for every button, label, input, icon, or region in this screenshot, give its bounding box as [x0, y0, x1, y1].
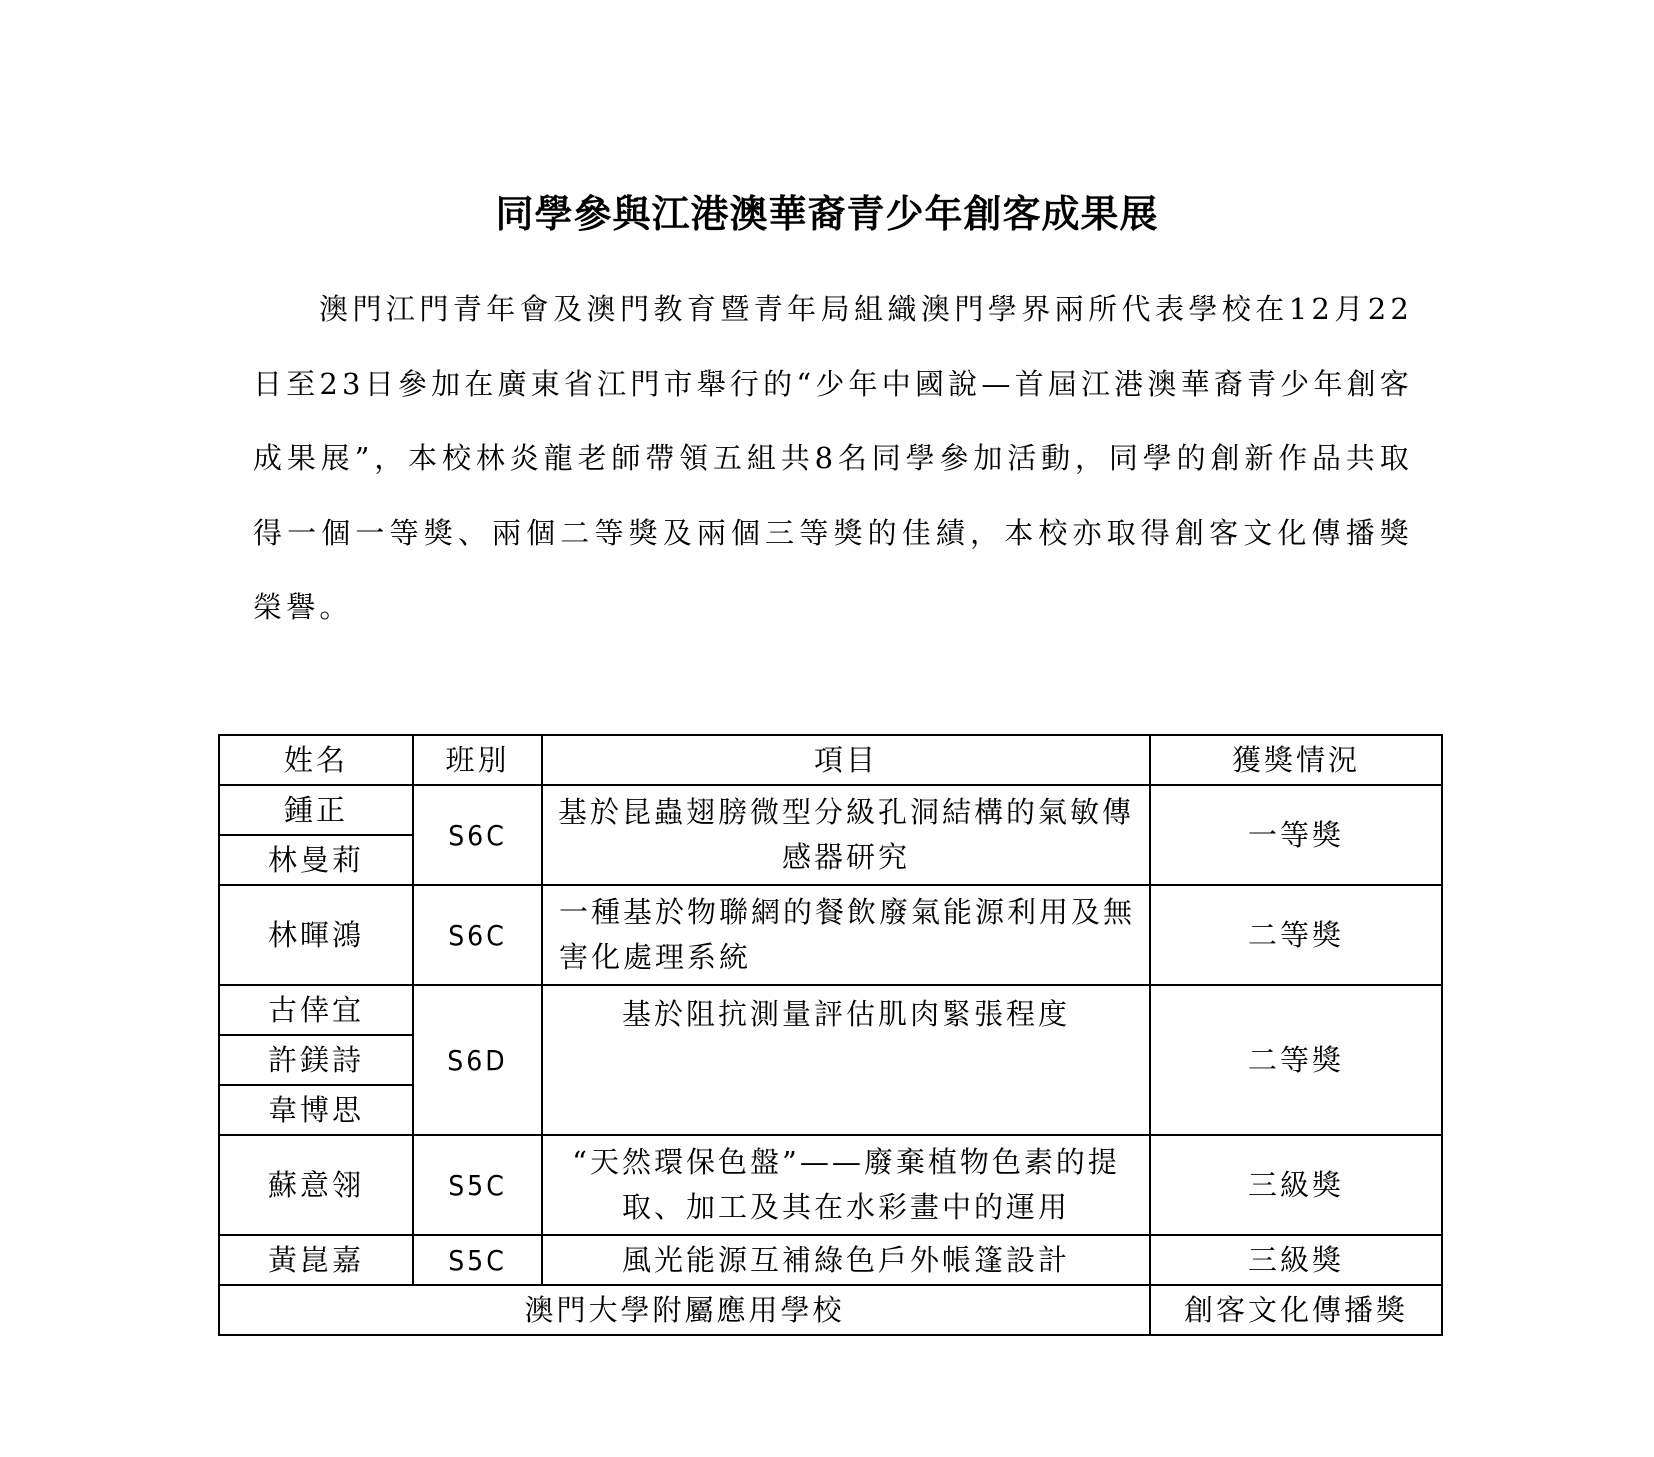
awards-table	[218, 734, 1443, 1336]
school-name: 澳門大學附屬應用學校	[219, 1285, 1150, 1335]
student-name: 黃崑嘉	[219, 1235, 413, 1285]
project-cell: 風光能源互補綠色戶外帳篷設計	[542, 1235, 1150, 1285]
table-row	[219, 1235, 1442, 1285]
award-cell: 二等獎	[1150, 885, 1442, 985]
class-cell: S6C	[413, 885, 542, 985]
table-row	[219, 1135, 1442, 1235]
award-cell: 三級獎	[1150, 1235, 1442, 1285]
table-row	[219, 985, 1442, 1035]
student-name: 鍾正	[219, 785, 413, 835]
award-cell: 三級獎	[1150, 1135, 1442, 1235]
header-project: 項目	[542, 735, 1150, 785]
student-name: 林曼莉	[219, 835, 413, 885]
award-cell: 一等獎	[1150, 785, 1442, 885]
school-award: 創客文化傳播獎	[1150, 1285, 1442, 1335]
table-row	[219, 785, 1442, 835]
project-cell: 基於阻抗測量評估肌肉緊張程度	[542, 985, 1150, 1135]
table-footer-row	[219, 1285, 1442, 1335]
project-cell: “天然環保色盤”——廢棄植物色素的提取、加工及其在水彩畫中的運用	[542, 1135, 1150, 1235]
header-class: 班別	[413, 735, 542, 785]
page-title: 同學參與江港澳華裔青少年創客成果展	[495, 191, 1159, 236]
student-name: 韋博思	[219, 1085, 413, 1135]
award-cell: 二等獎	[1150, 985, 1442, 1135]
header-name: 姓名	[219, 735, 413, 785]
class-cell: S5C	[413, 1135, 542, 1235]
student-name: 蘇意翎	[219, 1135, 413, 1235]
table-header-row	[219, 735, 1442, 785]
student-name: 許鎂詩	[219, 1035, 413, 1085]
class-cell: S6C	[413, 785, 542, 885]
project-cell: 一種基於物聯網的餐飲廢氣能源利用及無害化處理系統	[542, 885, 1150, 985]
table-row	[219, 885, 1442, 985]
class-cell: S5C	[413, 1235, 542, 1285]
project-cell: 基於昆蟲翅膀微型分級孔洞結構的氣敏傳感器研究	[542, 785, 1150, 885]
intro-paragraph: 澳門江門青年會及澳門教育暨青年局組織澳門學界兩所代表學校在12月22日至23日參加在廣東省江門市舉行的“少年中國說—首屆江港澳華裔青少年創客成果展”，本校林炎龍老師帶領五組共8名同學參加活動，同學的創新作品共取得一個一等獎、兩個二等獎及兩個三等獎的佳績，本校亦取得創客文化傳播獎榮譽。	[253, 292, 1413, 624]
student-name: 林暉鴻	[219, 885, 413, 985]
class-cell: S6D	[413, 985, 542, 1135]
student-name: 古倖宜	[219, 985, 413, 1035]
header-award: 獲獎情況	[1150, 735, 1442, 785]
